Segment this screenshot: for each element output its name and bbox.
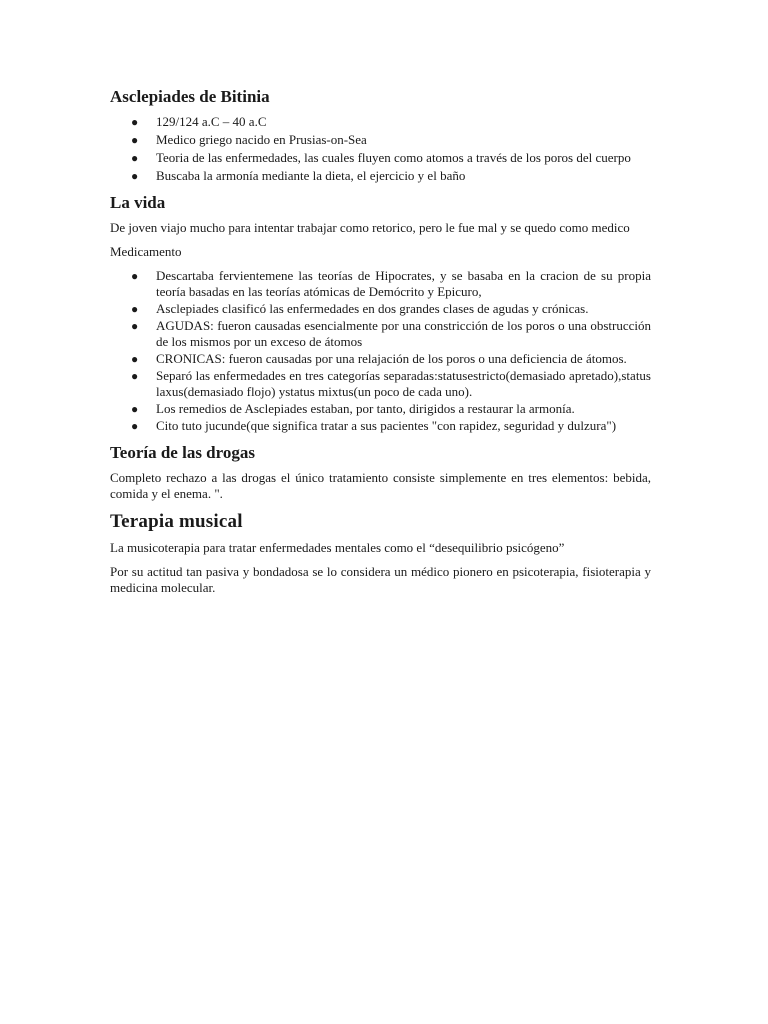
- bullet-list-medicamento: [110, 268, 651, 434]
- list-item: ● Descartaba fervientemene las teorías de Hipocrates, y se basaba en la cracion de su propia teoría basadas en las teorías atómicas de Demócrito y Epicuro,: [131, 268, 651, 299]
- section-title-teoria-drogas: Teoría de las drogas: [110, 443, 255, 462]
- bullet-icon: ●: [131, 369, 139, 383]
- bullet-icon: ●: [131, 419, 139, 433]
- list-item: ● Buscaba la armonía mediante la dieta, el ejercicio y el baño: [131, 168, 466, 183]
- bullet-icon: ●: [131, 151, 139, 165]
- list-item: ● Separó las enfermedades en tres categorías separadas:statusestricto(demasiado apretado),status laxus(demasiado flojo) ystatus mixtus(un poco de cada uno).: [131, 368, 651, 399]
- list-item: ● AGUDAS: fueron causadas esencialmente por una constricción de los poros o una obstrucción de los mismos por un exceso de átomos: [131, 318, 651, 349]
- bullet-list-asclepiades: [110, 114, 651, 184]
- list-item: ● CRONICAS: fueron causadas por una relajación de los poros o una deficiencia de átomos.: [131, 351, 627, 366]
- list-item: ● Teoria de las enfermedades, las cuales fluyen como atomos a través de los poros del cuerpo: [131, 150, 631, 165]
- section-title-asclepiades: Asclepiades de Bitinia: [110, 87, 270, 106]
- paragraph-medicamento: Medicamento: [110, 244, 182, 259]
- bullet-icon: ●: [131, 352, 139, 366]
- list-item: ● Cito tuto jucunde(que significa tratar a sus pacientes "con rapidez, seguridad y dulzura"): [131, 418, 617, 433]
- list-item: ● Medico griego nacido en Prusias-on-Sea: [131, 132, 367, 147]
- bullet-icon: ●: [131, 269, 139, 283]
- paragraph-musicoterapia: La musicoterapia para tratar enfermedades mentales como el “desequilibrio psicógeno”: [110, 540, 565, 555]
- bullet-icon: ●: [131, 169, 139, 183]
- document-content: [110, 86, 651, 604]
- paragraph-teoria-drogas: Completo rechazo a las drogas el único tratamiento consiste simplemente en tres elementos: bebida, comida y el enema. ".: [110, 470, 651, 501]
- bullet-icon: ●: [131, 133, 139, 147]
- list-item: ● 129/124 a.C – 40 a.C: [131, 114, 267, 129]
- section-title-la-vida: La vida: [110, 193, 166, 212]
- paragraph-actitud: Por su actitud tan pasiva y bondadosa se lo considera un médico pionero en psicoterapia, fisioterapia y medicina molecular.: [110, 564, 651, 595]
- bullet-icon: ●: [131, 302, 139, 316]
- bullet-icon: ●: [131, 115, 139, 129]
- list-item: ● Asclepiades clasificó las enfermedades en dos grandes clases de agudas y crónicas.: [131, 301, 589, 316]
- bullet-icon: ●: [131, 319, 139, 333]
- list-item: ● Los remedios de Asclepiades estaban, por tanto, dirigidos a restaurar la armonía.: [131, 401, 575, 416]
- section-title-terapia-musical: Terapia musical: [110, 511, 243, 532]
- bullet-icon: ●: [131, 402, 139, 416]
- paragraph-la-vida: De joven viajo mucho para intentar trabajar como retorico, pero le fue mal y se quedo como medico: [110, 220, 630, 235]
